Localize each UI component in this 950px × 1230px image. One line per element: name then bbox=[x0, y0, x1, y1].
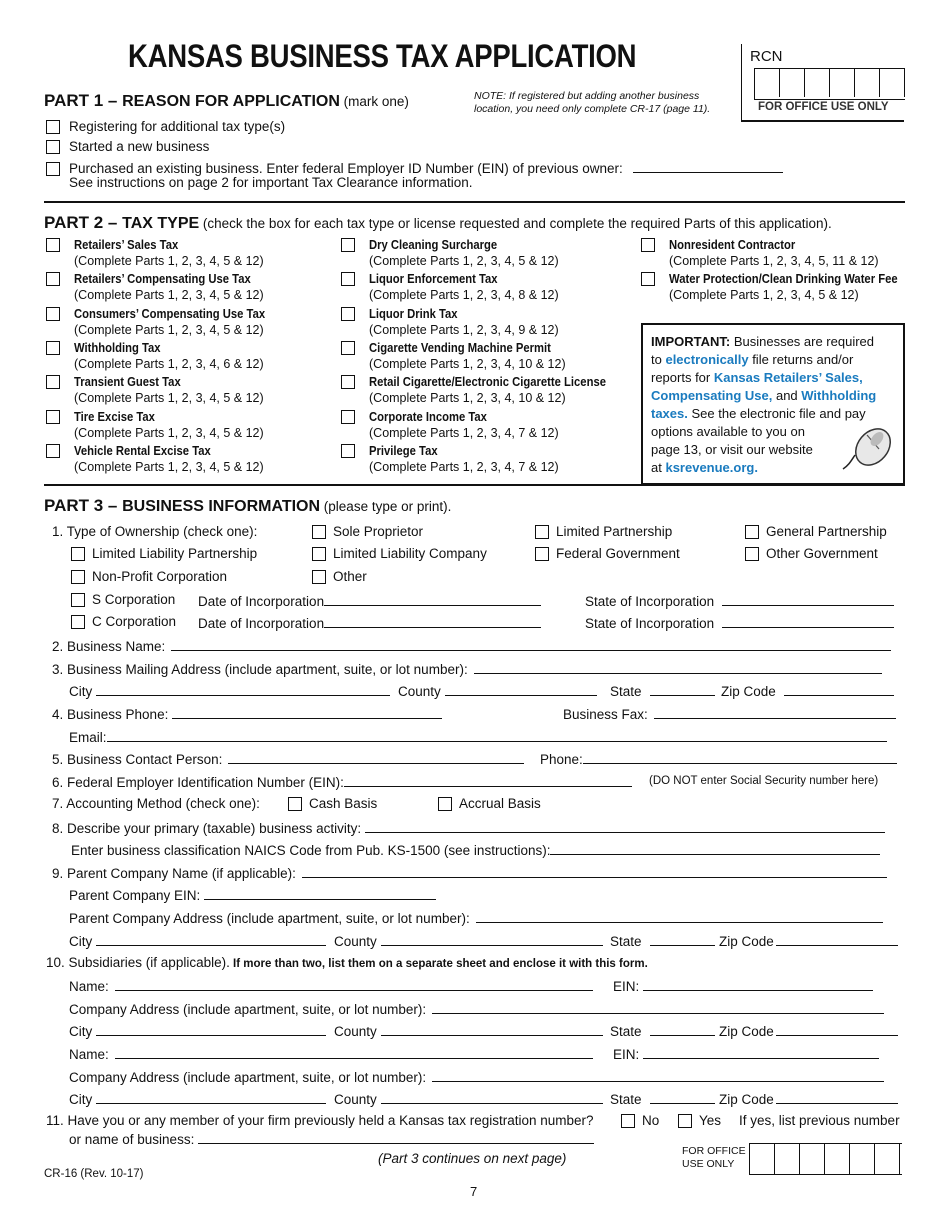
business-activity-field[interactable]: 8. Describe your primary (taxable) business activity: bbox=[52, 819, 885, 836]
checkbox[interactable] bbox=[46, 162, 60, 176]
tax-type-parts: (Complete Parts 1, 2, 3, 4, 5 & 12) bbox=[669, 288, 859, 303]
parent-county-field[interactable]: County bbox=[334, 932, 603, 949]
q10-label: 10. Subsidiaries (if applicable). If more than two, list them on a separate sheet and enclose it with this form. bbox=[46, 955, 648, 970]
own-llc[interactable]: Limited Liability Company bbox=[312, 546, 487, 561]
checkbox[interactable] bbox=[641, 238, 655, 252]
sub1-address-field[interactable]: Company Address (include apartment, suite, or lot number): bbox=[69, 1000, 884, 1017]
own-sole-proprietor[interactable]: Sole Proprietor bbox=[312, 524, 423, 539]
sub2-zip-field[interactable]: Zip Code bbox=[719, 1090, 898, 1107]
part1-note: NOTE: If registered but adding another business location, you need only complete CR-17 (page 11). bbox=[474, 90, 711, 115]
sub2-name-field[interactable]: Name: bbox=[69, 1045, 593, 1062]
checkbox[interactable] bbox=[341, 375, 355, 389]
own-general-partnership[interactable]: General Partnership bbox=[745, 524, 887, 539]
own-llp[interactable]: Limited Liability Partnership bbox=[71, 546, 257, 561]
tax-type-option[interactable] bbox=[46, 306, 286, 338]
part1-opt3[interactable]: Purchased an existing business. Enter federal Employer ID Number (EIN) of previous owner: bbox=[46, 159, 783, 176]
tax-type-option[interactable] bbox=[46, 237, 264, 269]
previous-registration-field[interactable]: or name of business: bbox=[69, 1130, 594, 1147]
checkbox[interactable] bbox=[46, 272, 60, 286]
tax-type-option[interactable] bbox=[341, 237, 559, 269]
mailing-zip-field[interactable]: Zip Code bbox=[721, 682, 894, 699]
tax-type-parts: (Complete Parts 1, 2, 3, 4, 10 & 12) bbox=[369, 391, 566, 406]
tax-type-name: Transient Guest Tax bbox=[74, 375, 181, 390]
sub2-county-field[interactable]: County bbox=[334, 1090, 603, 1107]
tax-type-parts: (Complete Parts 1, 2, 3, 4, 8 & 12) bbox=[369, 288, 559, 303]
mailing-county-field[interactable]: County bbox=[398, 682, 597, 699]
part1-opt2[interactable]: Started a new business bbox=[46, 139, 209, 154]
tax-type-option[interactable] bbox=[46, 374, 264, 406]
sub2-ein-field[interactable]: EIN: bbox=[613, 1045, 879, 1062]
own-non-profit[interactable]: Non-Profit Corporation bbox=[71, 569, 227, 584]
parent-company-name-field[interactable]: 9. Parent Company Name (if applicable): bbox=[52, 864, 887, 881]
c-corp-doi-field[interactable]: Date of Incorporation bbox=[198, 614, 541, 631]
tax-type-parts: (Complete Parts 1, 2, 3, 4, 9 & 12) bbox=[369, 322, 559, 337]
tax-type-parts: (Complete Parts 1, 2, 3, 4, 5 & 12) bbox=[369, 254, 559, 268]
parent-city-field[interactable]: City bbox=[69, 932, 326, 949]
checkbox[interactable] bbox=[46, 375, 60, 389]
footer-office-boxes[interactable] bbox=[749, 1143, 902, 1175]
tax-type-name: Water Protection/Clean Drinking Water Fee bbox=[669, 272, 898, 287]
tax-type-name: Tire Excise Tax bbox=[74, 409, 155, 424]
divider bbox=[44, 201, 905, 203]
checkbox[interactable] bbox=[46, 120, 60, 134]
tax-type-parts: (Complete Parts 1, 2, 3, 4, 5 & 12) bbox=[74, 425, 264, 440]
tax-type-name: Liquor Enforcement Tax bbox=[369, 272, 498, 287]
checkbox[interactable] bbox=[46, 341, 60, 355]
sub2-city-field[interactable]: City bbox=[69, 1090, 326, 1107]
tax-type-name: Consumers’ Compensating Use Tax bbox=[74, 306, 266, 321]
tax-type-parts: (Complete Parts 1, 2, 3, 4, 5, 11 & 12) bbox=[669, 254, 879, 268]
contact-phone-field[interactable]: Phone: bbox=[540, 750, 897, 767]
tax-type-option[interactable] bbox=[641, 271, 923, 303]
tax-type-option[interactable] bbox=[46, 409, 264, 441]
own-limited-partnership[interactable]: Limited Partnership bbox=[535, 524, 672, 539]
q11-no-option[interactable]: No bbox=[621, 1113, 659, 1128]
c-corp-soi-field[interactable]: State of Incorporation bbox=[585, 614, 894, 631]
checkbox[interactable] bbox=[641, 272, 655, 286]
page-number: 7 bbox=[470, 1184, 478, 1199]
tax-type-name: Retail Cigarette/Electronic Cigarette License bbox=[369, 375, 606, 390]
checkbox[interactable] bbox=[341, 272, 355, 286]
ein-field[interactable]: 6. Federal Employer Identification Number (EIN): bbox=[52, 773, 632, 790]
part1-opt1[interactable]: Registering for additional tax type(s) bbox=[46, 119, 285, 134]
contact-person-field[interactable]: 5. Business Contact Person: bbox=[52, 750, 524, 767]
q7-label: 7. Accounting Method (check one): bbox=[52, 796, 260, 811]
tax-type-name: Nonresident Contractor bbox=[669, 238, 796, 252]
s-corp-doi-field[interactable]: Date of Incorporation bbox=[198, 592, 541, 609]
sub1-name-field[interactable]: Name: bbox=[69, 977, 593, 994]
rcn-office-box bbox=[741, 44, 904, 122]
tax-type-parts: (Complete Parts 1, 2, 3, 4, 5 & 12) bbox=[74, 322, 264, 337]
ein-note: (DO NOT enter Social Security number here) bbox=[649, 775, 879, 787]
sub1-zip-field[interactable]: Zip Code bbox=[719, 1022, 898, 1039]
tax-type-name: Withholding Tax bbox=[74, 340, 161, 355]
important-box: IMPORTANT: Businesses are required to electronically file returns and/or reports for Kansas Retailers’ Sales, Compensating Use, and Withholding taxes. See the electronic file and pay options available to you on page 13, or visit our website at ksrevenue.org. bbox=[641, 323, 905, 485]
tax-type-name: Vehicle Rental Excise Tax bbox=[74, 443, 211, 458]
mailing-state-field[interactable]: State bbox=[610, 682, 715, 699]
tax-type-option[interactable] bbox=[341, 271, 559, 303]
q11-if-yes-label: If yes, list previous number bbox=[739, 1113, 900, 1128]
tax-type-option[interactable] bbox=[341, 443, 559, 475]
tax-type-parts: (Complete Parts 1, 2, 3, 4, 5 & 12) bbox=[74, 459, 264, 474]
tax-type-parts: (Complete Parts 1, 2, 3, 4, 6 & 12) bbox=[74, 356, 264, 371]
q11-label: 11. Have you or any member of your firm previously held a Kansas tax registration number? bbox=[46, 1113, 594, 1128]
checkbox[interactable] bbox=[341, 238, 355, 252]
accrual-basis-option[interactable]: Accrual Basis bbox=[438, 796, 541, 811]
tax-type-option[interactable] bbox=[641, 237, 879, 269]
tax-type-name: Dry Cleaning Surcharge bbox=[369, 238, 498, 252]
checkbox[interactable] bbox=[46, 238, 60, 252]
sub2-address-field[interactable]: Company Address (include apartment, suite, or lot number): bbox=[69, 1068, 884, 1085]
checkbox[interactable] bbox=[341, 410, 355, 424]
q11-yes-option[interactable]: Yes bbox=[678, 1113, 721, 1128]
checkbox[interactable] bbox=[341, 444, 355, 458]
rcn-label: RCN bbox=[750, 48, 783, 65]
tax-type-parts: (Complete Parts 1, 2, 3, 4, 5 & 12) bbox=[74, 288, 264, 303]
part3-heading: PART 3 – BUSINESS INFORMATION (please type or print). bbox=[44, 496, 452, 515]
business-phone-field[interactable]: 4. Business Phone: bbox=[52, 705, 442, 722]
form-title: KANSAS BUSINESS TAX APPLICATION bbox=[128, 38, 637, 74]
tax-type-parts: (Complete Parts 1, 2, 3, 4, 7 & 12) bbox=[369, 459, 559, 474]
part1-opt3-note: See instructions on page 2 for important Tax Clearance information. bbox=[69, 175, 473, 190]
s-corp-soi-field[interactable]: State of Incorporation bbox=[585, 592, 894, 609]
tax-type-name: Cigarette Vending Machine Permit bbox=[369, 340, 551, 355]
tax-type-parts: (Complete Parts 1, 2, 3, 4, 10 & 12) bbox=[369, 356, 566, 371]
tax-type-name: Retailers’ Compensating Use Tax bbox=[74, 272, 251, 287]
checkbox[interactable] bbox=[46, 410, 60, 424]
parent-company-address-field[interactable]: Parent Company Address (include apartment, suite, or lot number): bbox=[69, 909, 883, 926]
rcn-boxes[interactable] bbox=[754, 68, 905, 100]
part2-heading: PART 2 – TAX TYPE (check the box for each tax type or license requested and complete the required Parts of this application). bbox=[44, 213, 832, 232]
parent-state-field[interactable]: State bbox=[610, 932, 715, 949]
tax-type-name: Liquor Drink Tax bbox=[369, 306, 458, 321]
website-link[interactable]: ksrevenue.org. bbox=[665, 460, 758, 475]
sub1-ein-field[interactable]: EIN: bbox=[613, 977, 873, 994]
own-federal-government[interactable]: Federal Government bbox=[535, 546, 680, 561]
sub1-county-field[interactable]: County bbox=[334, 1022, 603, 1039]
own-s-corporation[interactable]: S Corporation bbox=[71, 592, 175, 607]
tax-type-option[interactable] bbox=[341, 409, 559, 441]
business-name-field[interactable]: 2. Business Name: bbox=[52, 637, 891, 654]
mailing-city-field[interactable]: City bbox=[69, 682, 390, 699]
tax-type-parts: (Complete Parts 1, 2, 3, 4, 5 & 12) bbox=[74, 254, 264, 268]
own-other[interactable]: Other bbox=[312, 569, 367, 584]
part1-heading: PART 1 – REASON FOR APPLICATION (mark one) bbox=[44, 91, 409, 110]
sub2-state-field[interactable]: State bbox=[610, 1090, 715, 1107]
own-other-government[interactable]: Other Government bbox=[745, 546, 878, 561]
tax-type-option[interactable] bbox=[341, 306, 559, 338]
naics-code-field[interactable]: Enter business classification NAICS Code from Pub. KS-1500 (see instructions): bbox=[71, 841, 880, 858]
email-field[interactable]: Email: bbox=[69, 728, 887, 745]
parent-zip-field[interactable]: Zip Code bbox=[719, 932, 898, 949]
sub1-state-field[interactable]: State bbox=[610, 1022, 715, 1039]
tax-type-name: Privilege Tax bbox=[369, 443, 438, 458]
mailing-address-field[interactable]: 3. Business Mailing Address (include apartment, suite, or lot number): bbox=[52, 660, 882, 677]
checkbox[interactable] bbox=[46, 307, 60, 321]
tax-type-option[interactable] bbox=[46, 340, 264, 372]
parent-company-ein-field[interactable]: Parent Company EIN: bbox=[69, 886, 436, 903]
tax-type-option[interactable] bbox=[341, 340, 571, 372]
continues-note: (Part 3 continues on next page) bbox=[378, 1151, 567, 1166]
form-number: CR-16 (Rev. 10-17) bbox=[44, 1168, 144, 1180]
footer-office-use-label: FOR OFFICE USE ONLY bbox=[682, 1145, 746, 1170]
cash-basis-option[interactable]: Cash Basis bbox=[288, 796, 377, 811]
checkbox[interactable] bbox=[46, 444, 60, 458]
tax-type-option[interactable] bbox=[46, 271, 270, 303]
computer-mouse-icon bbox=[839, 425, 895, 475]
divider bbox=[44, 484, 905, 486]
sub1-city-field[interactable]: City bbox=[69, 1022, 326, 1039]
tax-type-name: Retailers’ Sales Tax bbox=[74, 238, 179, 252]
tax-type-parts: (Complete Parts 1, 2, 3, 4, 7 & 12) bbox=[369, 425, 559, 440]
prev-owner-ein-field[interactable] bbox=[633, 159, 783, 173]
tax-type-parts: (Complete Parts 1, 2, 3, 4, 5 & 12) bbox=[74, 391, 264, 406]
business-fax-field[interactable]: Business Fax: bbox=[563, 705, 896, 722]
tax-type-option[interactable] bbox=[341, 374, 632, 406]
checkbox[interactable] bbox=[341, 341, 355, 355]
tax-type-name: Corporate Income Tax bbox=[369, 409, 487, 424]
q1-label: 1. Type of Ownership (check one): bbox=[52, 524, 258, 539]
rcn-office-use-label: FOR OFFICE USE ONLY bbox=[758, 101, 889, 113]
checkbox[interactable] bbox=[46, 140, 60, 154]
tax-type-option[interactable] bbox=[46, 443, 264, 475]
own-c-corporation[interactable]: C Corporation bbox=[71, 614, 176, 629]
checkbox[interactable] bbox=[341, 307, 355, 321]
